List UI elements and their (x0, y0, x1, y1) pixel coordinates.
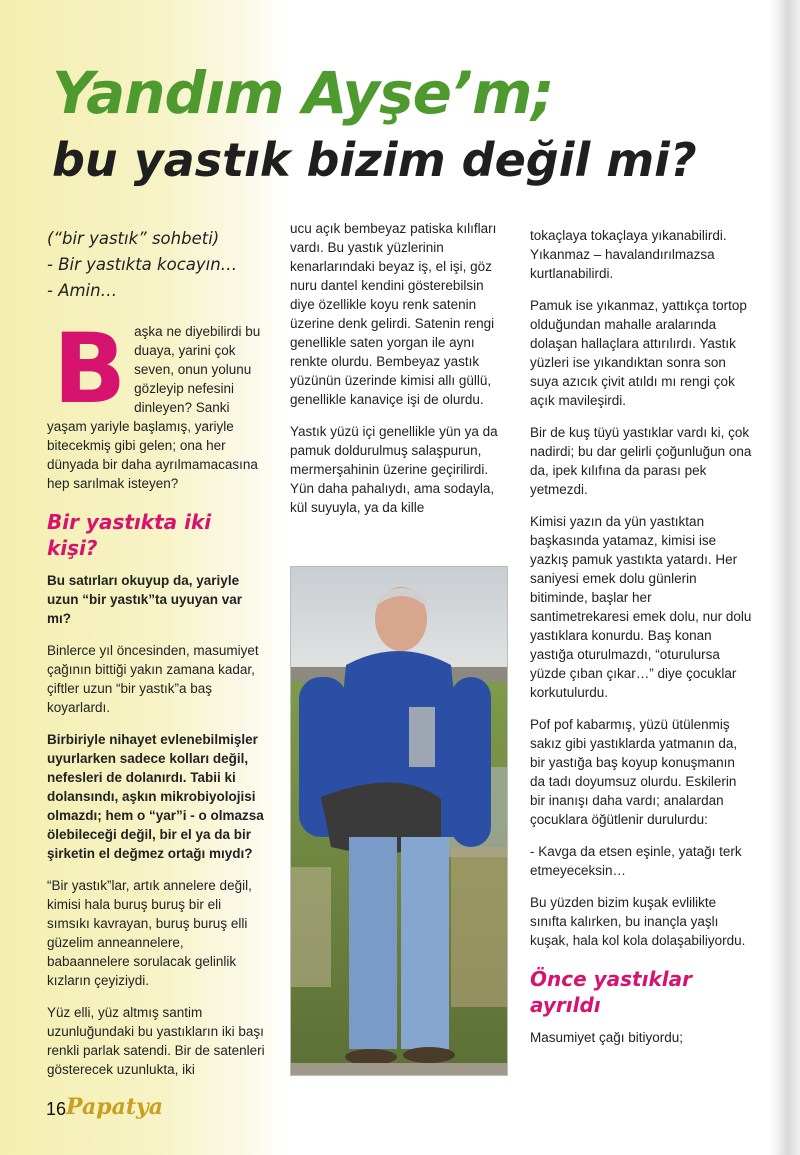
section-heading: Bir yastıkta iki kişi? (47, 510, 212, 560)
column-1 (47, 226, 267, 1092)
paragraph: Pamuk ise yıkanmaz, yattıkça tortop olduğundan mahalle aralarında dolaşan hallaçlara attırılırdı. Yastık yüzleri ise yıkandıktan sonra son suya azıcık çivit atıldı mı rengi çok açık mavileşirdi. (530, 298, 747, 408)
paragraph: “Bir yastık”lar, artık annelere değil, kimisi hala buruş buruş bir eli sımsıkı kavrayan, buruş buruş elli güzelim anneannelere, babaannelere sorulacak gelinlik kızların çeyiziydi. (47, 878, 252, 988)
paragraph: Yüz elli, yüz altmış santim uzunluğundaki bu yastıkların iki başı renkli parlak satendi. Bir de satenleri gösterecek uzunlukta, iki (47, 1005, 265, 1077)
paragraph: Binlerce yıl öncesinden, masumiyet çağının bittiği yakın zamana kadar, çiftler uzun “bir yastık”a baş koyarlardı. (47, 643, 259, 715)
paragraph: - Kavga da etsen eşinle, yatağı terk etmeyeceksin… (530, 844, 742, 878)
paragraph: Yastık yüzü içi genellikle yün ya da pamuk doldurulmuş salaşpurun, mermerşahinin üzerine geçirilirdi. Yün daha pahalıydı, ama sodayla, kül suyuyla, ya da kille (290, 424, 498, 515)
column-3 (530, 226, 752, 1060)
intro-line: (“bir yastık” sohbeti) (47, 229, 220, 248)
article-title: Yandım Ayşe’m; (52, 59, 554, 127)
magazine-logo: Papatya (66, 1094, 164, 1120)
bold-paragraph: Bu satırları okuyup da, yariyle uzun “bir yastık”ta uyuyan var mı? (47, 573, 243, 626)
author-photo (290, 566, 508, 1076)
lead-paragraph (47, 313, 267, 493)
paragraph: ucu açık bembeyaz patiska kılıfları vardı. Bu yastık yüzlerinin kenarlarındaki beyaz iş, el işi, göz nuru dantel kendini gösterebilsin diye özellikle koyu renk satenin üzerine denk gelirdi. Satenin rengi genellikle saten yorgan ile aynı renkte olurdu. Bembeyaz yastık yüzünün üzerinde kimisi allı güllü, genellikle kanaviçe işi de olurdu. (290, 221, 497, 407)
photo-illustration (291, 567, 507, 1075)
paragraph: tokaçlaya tokaçlaya yıkanabilirdi. Yıkanmaz – havalandırılmazsa kurtlanabilirdi. (530, 228, 727, 281)
paragraph: Pof pof kabarmış, yüzü ütülenmiş sakız gibi yastıklarda yatmanın da, bir yastığa baş koyup konuşmanın da tadı doyumsuz olurdu. Eskilerin bir inanışı daha vardı; analardan çocuklara öğütlenir durulurdu: (530, 717, 738, 827)
paragraph: Masumiyet çağı bitiyordu; (530, 1030, 684, 1045)
intro-dialogue (47, 226, 267, 304)
intro-line: - Bir yastıkta kocayın… (47, 255, 238, 274)
section-heading: Önce yastıklar ayrıldı (530, 967, 692, 1017)
article-subtitle: bu yastık bizim değil mi? (52, 133, 697, 187)
paragraph: Kimisi yazın da yün yastıktan başkasında yatamaz, kimisi ise yazkış pamuk yastıkta yatardı. Her saniyesi emek dolu günlerin bitiminde, başlar her santimetrekaresi emek dolu, nur dolu yastıklara konurdu. Baş konan yastığa oturulmazdı, “oturulursa yüzde çıban çıkar…” diye çocuklar korkutulurdu. (530, 514, 752, 700)
lead-text: aşka ne diyebilirdi bu duaya, yarini çok seven, onun yolunu gözleyip nefesini dinleyen? Sanki yaşam yariyle başlamış, yariyle bitecekmiş gibi gelen; ona her dünyada bir daha ayrılmamacasına hep sarılmak isteyen? (47, 324, 261, 491)
page-number: 16 (46, 1099, 67, 1119)
drop-cap-letter: B (53, 313, 127, 425)
paragraph: Bir de kuş tüyü yastıklar vardı ki, çok nadirdi; bu dar gelirli çoğunluğun ona da, ipek kılıfına da parası pek yetmezdi. (530, 425, 752, 497)
bold-paragraph: Birbiriyle nihayet evlenebilmişler uyurlarken sadece kolları değil, nefesleri de dolanırdı. Tabii ki dolansındı, aşkın mikrobiyolojisi olmazdı; hem o “yar”i - o olmazsa ölebileceği değil, bir el ya da bir şirketin el değmez ortağı mıydı? (47, 732, 264, 861)
page-spine-shadow (770, 0, 800, 1155)
intro-line: - Amin… (47, 281, 118, 300)
column-2 (290, 219, 508, 530)
paragraph: Bu yüzden bizim kuşak evlilikte sınıfta kalırken, bu inançla yaşlı kuşak, hala kol kola dolaşabiliyordu. (530, 895, 746, 948)
